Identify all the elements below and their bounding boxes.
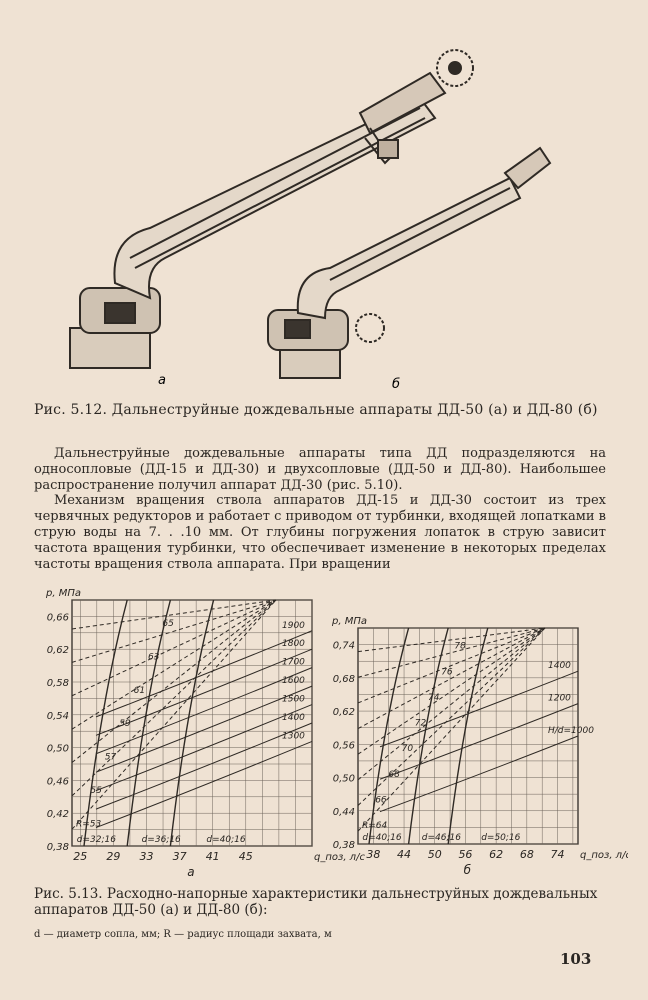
hd-label: 1800 <box>282 639 305 650</box>
x-tick-label: 68 <box>519 848 534 861</box>
y-tick-label: 0,68 <box>332 673 355 685</box>
y-axis-label: p, МПа <box>332 616 367 627</box>
figure-5-12 <box>40 28 600 396</box>
panel-label: б <box>463 863 472 877</box>
y-tick-label: 0,50 <box>332 773 355 785</box>
y-tick-label: 0,46 <box>46 776 69 788</box>
x-tick-label: 25 <box>73 850 88 863</box>
y-tick-label: 0,44 <box>332 806 355 818</box>
radius-label: 55 <box>90 785 102 796</box>
nozzle-label: d=32;16 <box>76 835 117 845</box>
radius-label: 57 <box>104 752 117 763</box>
figure-5-13-legend: d — диаметр сопла, мм; R — радиус площади захвата, м <box>34 929 332 940</box>
figure-label-a: а <box>158 373 166 388</box>
nozzle-curve <box>448 628 488 844</box>
y-tick-label: 0,42 <box>46 809 69 821</box>
hd-label: 1600 <box>282 676 305 687</box>
radius-label: 63 <box>148 652 160 663</box>
x-tick-label: 74 <box>550 848 565 861</box>
figure-label-b: б <box>392 377 401 392</box>
x-axis-label: q_поз, л/с <box>580 850 628 861</box>
radius-label: 68 <box>388 769 400 780</box>
x-tick-label: 50 <box>427 848 442 861</box>
hd-label: 1900 <box>282 620 305 631</box>
sprinkler-illustration <box>40 28 600 396</box>
radius-line <box>72 600 276 696</box>
radius-label: 61 <box>133 685 146 696</box>
y-tick-label: 0,66 <box>46 612 69 624</box>
hd-label: H/d=1000 <box>548 726 594 736</box>
y-tick-label: 0,74 <box>332 640 355 652</box>
x-axis-label: q_поз, л/с <box>314 852 365 863</box>
radius-line <box>358 628 545 806</box>
nozzle-label: d=40;16 <box>206 835 246 845</box>
hd-label: 1400 <box>548 661 571 672</box>
chart-frame-0 <box>72 600 312 846</box>
y-tick-label: 0,62 <box>332 707 355 719</box>
x-tick-label: 37 <box>172 850 187 863</box>
x-tick-label: 29 <box>106 850 121 863</box>
hd-curve <box>380 704 578 780</box>
hd-label: 1400 <box>282 713 305 723</box>
figure-5-13-charts <box>20 586 628 886</box>
chart-frame-1 <box>358 628 578 844</box>
charts-svg <box>20 586 628 886</box>
radius-label: R=53 <box>76 819 102 830</box>
radius-line <box>358 628 545 729</box>
radius-label: R=64 <box>362 821 388 832</box>
radius-label: 74 <box>428 692 440 703</box>
page-number: 103 <box>560 950 592 968</box>
radius-line <box>72 600 276 796</box>
x-tick-label: 41 <box>205 850 220 863</box>
radius-label: 72 <box>414 718 427 729</box>
radius-label: 66 <box>375 795 387 806</box>
radius-line <box>358 628 545 780</box>
figure-5-13-caption: Рис. 5.13. Расходно-напорные характеристики дальнеструйных дождевальных аппаратов ДД-50 (а) и ДД-80 (б): <box>34 886 598 918</box>
hd-label: 1300 <box>282 731 305 742</box>
radius-line <box>72 600 276 662</box>
y-tick-label: 0,62 <box>46 645 69 657</box>
paragraph-1: Дальнеструйные дождевальные аппараты типа ДД подразделяются на односопловые (ДД-15 и ДД-30) и двухсопловые (ДД-50 и ДД-80). Наибольшее распространение получил аппарат ДД-30 (рис. 5.10). <box>34 446 606 493</box>
radius-label: 70 <box>401 744 414 755</box>
panel-label: а <box>187 865 195 879</box>
y-tick-label: 0,58 <box>46 678 69 689</box>
y-tick-label: 0,38 <box>332 840 355 851</box>
hd-curve <box>96 649 312 735</box>
hd-curve <box>96 741 312 827</box>
radius-line <box>358 628 545 652</box>
hd-label: 1700 <box>282 657 305 668</box>
y-tick-label: 0,56 <box>332 740 355 752</box>
y-tick-label: 0,50 <box>46 743 69 755</box>
nozzle-label: d=46;16 <box>421 833 462 843</box>
nozzle-curve <box>170 600 213 846</box>
hd-label: 1500 <box>282 694 305 705</box>
nozzle-label: d=50;16 <box>481 833 521 843</box>
radius-label: 65 <box>162 618 174 629</box>
x-tick-label: 56 <box>458 848 473 861</box>
x-tick-label: 45 <box>238 850 253 863</box>
figure-5-12-caption: Рис. 5.12. Дальнеструйные дождевальные аппараты ДД-50 (а) и ДД-80 (б) <box>34 402 598 418</box>
radius-label: 78 <box>454 641 466 652</box>
x-tick-label: 33 <box>139 850 154 863</box>
x-tick-label: 38 <box>366 848 381 861</box>
hd-curve <box>96 631 312 717</box>
y-axis-label: p, МПа <box>46 588 81 599</box>
nozzle-curve <box>409 628 449 844</box>
x-tick-label: 62 <box>489 848 504 861</box>
radius-label: 59 <box>119 719 131 730</box>
x-tick-label: 44 <box>397 848 412 861</box>
nozzle-label: d=40;16 <box>362 833 402 843</box>
hd-label: 1200 <box>548 693 571 704</box>
y-tick-label: 0,38 <box>46 842 69 853</box>
radius-line <box>358 628 545 754</box>
radius-label: 76 <box>441 667 453 678</box>
nozzle-curve <box>127 600 170 846</box>
nozzle-label: d=36;16 <box>141 835 181 845</box>
paragraph-2: Механизм вращения ствола аппаратов ДД-15 и ДД-30 состоит из трех червячных редукторов и работает с приводом от турбинки, входящей лопатками в струю воды на 7. . .10 мм. От глубины погружения лопаток в струю зависит частота вращения турбинки, что обеспечивает изменение в некоторых пределах частоты вращения ствола аппарата. При вращении <box>34 493 606 572</box>
y-tick-label: 0,54 <box>46 710 69 722</box>
radius-line <box>72 600 276 729</box>
